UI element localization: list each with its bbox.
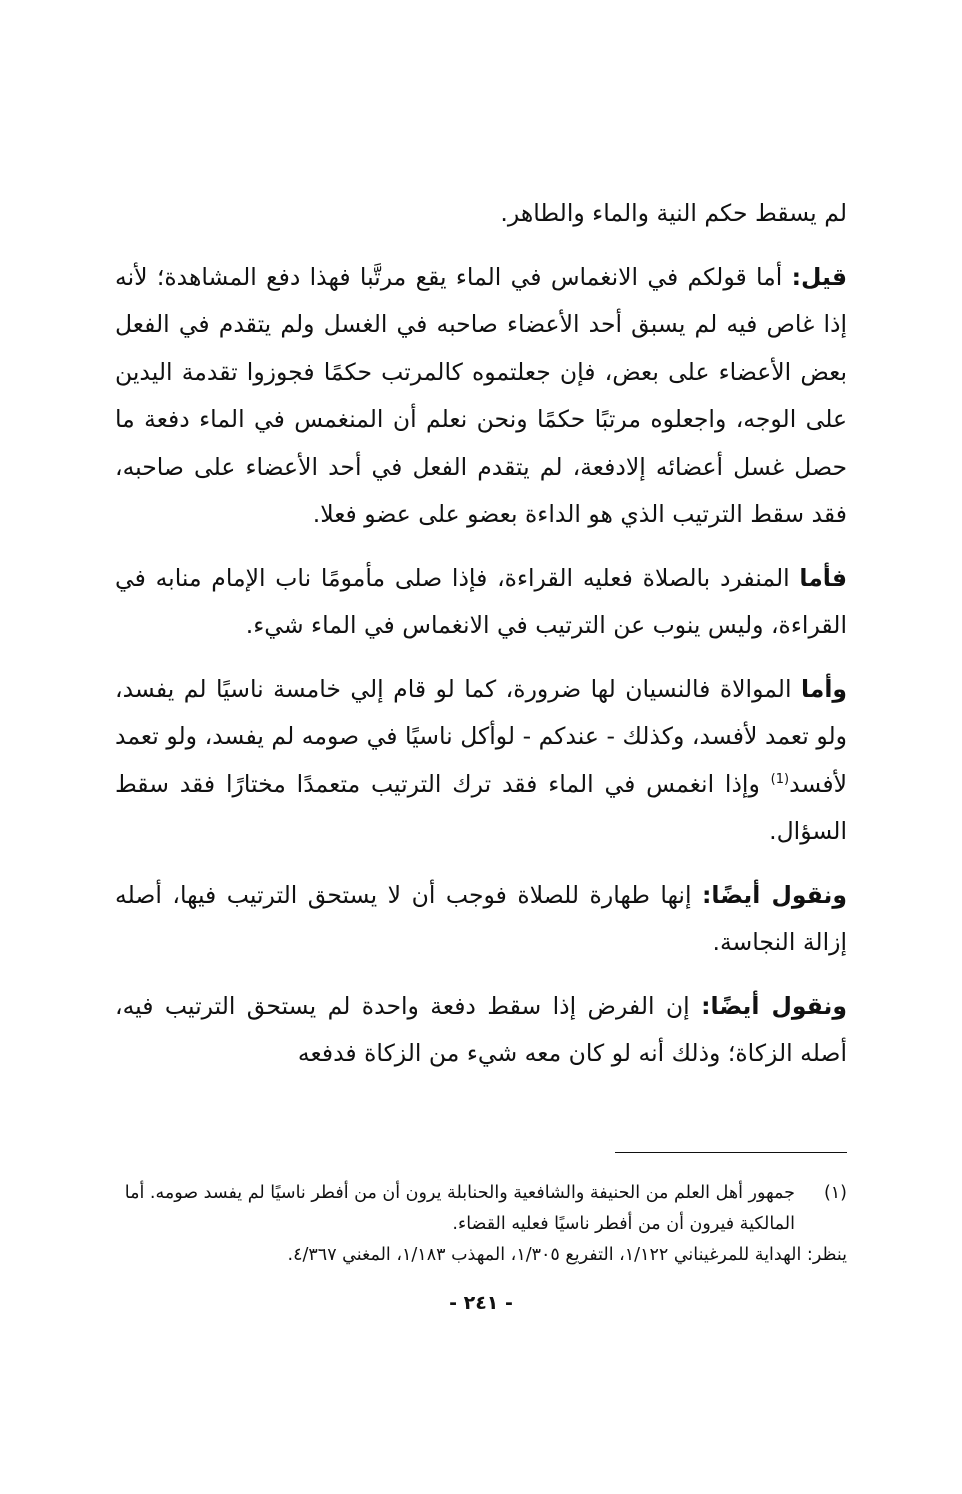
paragraph-4 [115, 666, 847, 856]
footnote-reference: ينظر: الهداية للمرغيناني ١/١٢٢، التفريع ١/٣٠٥، المهذب ١/١٨٣، المغني ٤/٣٦٧. [287, 1245, 847, 1265]
paragraph-1 [115, 190, 847, 238]
paragraph-2 [115, 254, 847, 539]
paragraph-lead: ونقول أيضًا: [702, 880, 847, 909]
footnote-mark: (١) [823, 1183, 847, 1203]
paragraph-5 [115, 872, 847, 967]
footnote-1 [115, 1178, 847, 1240]
footnote-divider [615, 1152, 847, 1153]
page-number: - ٢٤١ - [449, 1292, 513, 1314]
paragraph-text: إنها طهارة للصلاة فوجب أن لا يستحق الترتيب فيها، أصله إزالة النجاسة. [115, 880, 847, 956]
main-text [115, 190, 847, 1094]
paragraph-text-continued: وإذا انغمس في الماء فقد ترك الترتيب متعمدًا مختارًا فقد سقط السؤال. [115, 769, 847, 845]
paragraph-text: المنفرد بالصلاة فعليه القراءة، فإذا صلى مأمومًا ناب الإمام منابه في القراءة، وليس ينوب عن الترتيب في الانغماس في الماء شيء. [115, 563, 847, 639]
paragraph-lead: فأما [799, 563, 847, 592]
paragraph-text: إن الفرض إذا سقط دفعة واحدة لم يستحق الترتيب فيه، أصله الزكاة؛ وذلك أنه لو كان معه شيء من الزكاة فدفعه [115, 991, 847, 1067]
footnote-reference-mark: (1) [770, 771, 790, 787]
footnote-text: جمهور أهل العلم من الحنيفة والشافعية والحنابلة يرون أن من أفطر ناسيًا لم يفسد صومه. أما المالكية فيرون أن من أفطر ناسيًا فعليه القضاء. [124, 1183, 795, 1234]
paragraph-6 [115, 983, 847, 1078]
paragraph-lead: قيل: [791, 262, 847, 291]
paragraph-3 [115, 555, 847, 650]
paragraph-lead: وأما [800, 674, 847, 703]
paragraph-text: الموالاة فالنسيان لها ضرورة، كما لو قام إلي خامسة ناسيًا لم يفسد، ولو تعمد لأفسد، وكذلك - عندكم - لوأكل ناسيًا في صومه لم يفسد، ولو تعمد لأفسد [115, 674, 847, 798]
paragraph-text: لم يسقط حكم النية والماء والطاهر. [500, 199, 847, 227]
footnotes [115, 1178, 847, 1271]
paragraph-text: أما قولكم في الانغماس في الماء يقع مرتَّبا فهذا دفع المشاهدة؛ لأنه إذا غاص فيه لم يسبق أحد الأعضاء صاحبه في الغسل ولم يتقدم في الفعل بعض الأعضاء على بعض، فإن جعلتموه كالمرتب حكمًا فجوزوا تقدمة اليدين على الوجه، واجعلوه مرتبًا حكمًا ونحن نعلم أن المنغمس في الماء دفعة ما حصل غسل أعضائه إلادفعة، لم يتقدم الفعل في أحد الأعضاء على صاحبه، فقد سقط الترتيب الذي هو الداءة بعضو على عضو فعلا. [115, 262, 847, 528]
paragraph-lead: ونقول أيضًا: [701, 991, 847, 1020]
